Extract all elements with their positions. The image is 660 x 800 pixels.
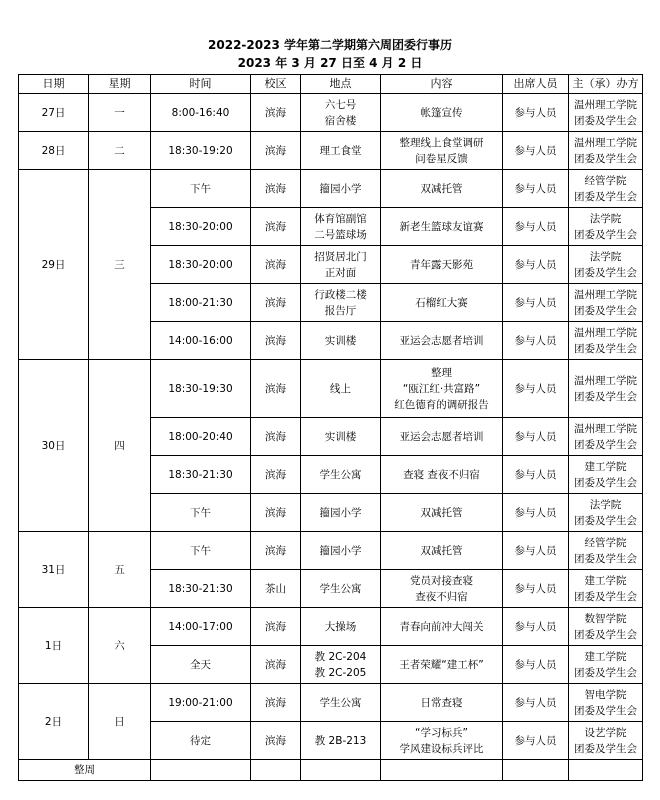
campus-cell: 滨海 [251, 170, 301, 208]
place-cell-line: 教 2C-205 [314, 666, 367, 679]
content-cell [381, 570, 503, 608]
place-cell-line: 六七号 [324, 98, 357, 111]
organizer-cell [569, 208, 643, 246]
content-cell [381, 532, 503, 570]
content-cell-line: 日常查寝 [420, 696, 463, 709]
organizer-cell [569, 284, 643, 322]
attendees-cell: 参与人员 [503, 360, 569, 418]
organizer-cell-line: 团委及学生会 [574, 342, 637, 355]
time-cell: 下午 [151, 532, 251, 570]
place-cell-line: 体育馆副馆 [314, 212, 367, 225]
table-row [19, 170, 643, 208]
date-cell: 27日 [19, 94, 89, 132]
time-cell: 18:00-21:30 [151, 284, 251, 322]
attendees-cell: 参与人员 [503, 456, 569, 494]
place-cell [301, 322, 381, 360]
organizer-cell-line: 团委及学生会 [574, 190, 637, 203]
place-cell-line: 二号篮球场 [314, 228, 367, 241]
content-cell-line: 整理 [431, 366, 452, 379]
document-title: 2022-2023 学年第二学期第六周团委行事历 [208, 38, 452, 52]
content-cell [381, 284, 503, 322]
footer-row [19, 760, 643, 781]
content-cell-line: 双减托管 [420, 506, 463, 519]
time-cell: 19:00-21:00 [151, 684, 251, 722]
organizer-cell-line: 建工学院 [584, 460, 627, 473]
footer-empty-cell [381, 760, 503, 781]
place-cell-line: 宿舍楼 [324, 114, 357, 127]
campus-cell: 滨海 [251, 208, 301, 246]
organizer-cell-line: 法学院 [589, 498, 622, 511]
organizer-cell-line: 团委及学生会 [574, 628, 637, 641]
date-cell: 2日 [19, 684, 89, 760]
content-cell-line: 学风建设标兵评比 [399, 742, 484, 755]
content-cell-line: 问卷星反馈 [415, 152, 468, 165]
col-time-header: 时间 [151, 75, 251, 94]
organizer-cell [569, 646, 643, 684]
attendees-cell: 参与人员 [503, 208, 569, 246]
organizer-cell-line: 设艺学院 [584, 726, 627, 739]
time-cell: 18:30-19:20 [151, 132, 251, 170]
place-cell-line: 学生公寓 [319, 696, 362, 709]
weekday-cell: 五 [89, 532, 151, 608]
col-date-header: 日期 [19, 75, 89, 94]
organizer-cell-line: 团委及学生会 [574, 666, 637, 679]
content-cell-line: “瓯江红·共富路” [402, 382, 481, 395]
campus-cell: 滨海 [251, 322, 301, 360]
document-subtitle: 2023 年 3 月 27 日至 4 月 2 日 [237, 56, 423, 70]
organizer-cell-line: 智电学院 [584, 688, 627, 701]
content-cell [381, 170, 503, 208]
content-cell-line: 青春向前冲大闯关 [399, 620, 484, 633]
table-row [19, 684, 643, 722]
content-cell-line: 青年露天影苑 [410, 258, 473, 271]
attendees-cell: 参与人员 [503, 570, 569, 608]
content-cell [381, 94, 503, 132]
time-cell: 下午 [151, 494, 251, 532]
organizer-cell-line: 法学院 [589, 212, 622, 225]
campus-cell: 滨海 [251, 246, 301, 284]
organizer-cell-line: 团委及学生会 [574, 266, 637, 279]
time-cell: 18:30-21:30 [151, 456, 251, 494]
weekday-cell: 三 [89, 170, 151, 360]
place-cell-line: 教 2B-213 [314, 734, 367, 747]
organizer-cell [569, 722, 643, 760]
place-cell [301, 94, 381, 132]
time-cell: 下午 [151, 170, 251, 208]
attendees-cell: 参与人员 [503, 246, 569, 284]
organizer-cell [569, 684, 643, 722]
organizer-cell-line: 团委及学生会 [574, 152, 637, 165]
table-row [19, 94, 643, 132]
organizer-cell-line: 团委及学生会 [574, 438, 637, 451]
place-cell-line: 教 2C-204 [314, 650, 367, 663]
table-header-row [19, 75, 643, 94]
campus-cell: 滨海 [251, 456, 301, 494]
table-row [19, 132, 643, 170]
place-cell-line: 大操场 [324, 620, 357, 633]
place-cell-line: 籀园小学 [319, 182, 362, 195]
content-cell [381, 456, 503, 494]
schedule-table [18, 74, 643, 781]
content-cell-line: 石榴红大赛 [415, 296, 468, 309]
organizer-cell-line: 团委及学生会 [574, 476, 637, 489]
weekday-cell: 日 [89, 684, 151, 760]
campus-cell: 滨海 [251, 532, 301, 570]
organizer-cell-line: 经管学院 [584, 174, 627, 187]
organizer-cell [569, 132, 643, 170]
attendees-cell: 参与人员 [503, 646, 569, 684]
content-cell [381, 360, 503, 418]
content-cell-line: 亚运会志愿者培训 [399, 430, 484, 443]
attendees-cell: 参与人员 [503, 284, 569, 322]
place-cell [301, 456, 381, 494]
campus-cell: 茶山 [251, 570, 301, 608]
content-cell [381, 684, 503, 722]
place-cell [301, 170, 381, 208]
attendees-cell: 参与人员 [503, 170, 569, 208]
place-cell-line: 学生公寓 [319, 582, 362, 595]
place-cell-line: 籀园小学 [319, 544, 362, 557]
place-cell-line: 实训楼 [324, 430, 357, 443]
content-cell [381, 246, 503, 284]
content-cell-line: 双减托管 [420, 182, 463, 195]
col-content-header: 内容 [381, 75, 503, 94]
place-cell-line: 正对面 [324, 266, 357, 279]
campus-cell: 滨海 [251, 418, 301, 456]
attendees-cell: 参与人员 [503, 532, 569, 570]
date-cell: 31日 [19, 532, 89, 608]
content-cell-line: “学习标兵” [415, 726, 468, 739]
content-cell-line: 党员对接查寝 [410, 574, 473, 587]
content-cell [381, 132, 503, 170]
col-campus-header: 校区 [251, 75, 301, 94]
organizer-cell-line: 温州理工学院 [574, 374, 637, 387]
organizer-cell-line: 团委及学生会 [574, 228, 637, 241]
footer-empty-cell [503, 760, 569, 781]
organizer-cell-line: 团委及学生会 [574, 552, 637, 565]
organizer-cell-line: 团委及学生会 [574, 390, 637, 403]
col-organizer-header: 主（承）办方 [569, 75, 643, 94]
organizer-cell-line: 温州理工学院 [574, 98, 637, 111]
place-cell [301, 570, 381, 608]
time-cell: 18:30-21:30 [151, 570, 251, 608]
time-cell: 8:00-16:40 [151, 94, 251, 132]
place-cell-line: 实训楼 [324, 334, 357, 347]
content-cell [381, 608, 503, 646]
content-cell-line: 双减托管 [420, 544, 463, 557]
organizer-cell [569, 94, 643, 132]
place-cell [301, 360, 381, 418]
campus-cell: 滨海 [251, 132, 301, 170]
place-cell-line: 报告厅 [324, 304, 357, 317]
campus-cell: 滨海 [251, 94, 301, 132]
place-cell-line: 籀园小学 [319, 506, 362, 519]
organizer-cell-line: 团委及学生会 [574, 590, 637, 603]
organizer-cell-line: 温州理工学院 [574, 136, 637, 149]
place-cell [301, 284, 381, 322]
organizer-cell [569, 532, 643, 570]
campus-cell: 滨海 [251, 684, 301, 722]
organizer-cell-line: 建工学院 [584, 574, 627, 587]
organizer-cell-line: 团委及学生会 [574, 704, 637, 717]
time-cell: 18:30-20:00 [151, 246, 251, 284]
campus-cell: 滨海 [251, 284, 301, 322]
content-cell-line: 王者荣耀“建工杯” [399, 658, 484, 671]
organizer-cell-line: 温州理工学院 [574, 326, 637, 339]
place-cell [301, 208, 381, 246]
place-cell [301, 722, 381, 760]
organizer-cell-line: 温州理工学院 [574, 422, 637, 435]
organizer-cell-line: 温州理工学院 [574, 288, 637, 301]
organizer-cell [569, 322, 643, 360]
place-cell-line: 行政楼二楼 [314, 288, 367, 301]
time-cell: 14:00-17:00 [151, 608, 251, 646]
place-cell [301, 532, 381, 570]
organizer-cell [569, 570, 643, 608]
organizer-cell-line: 经管学院 [584, 536, 627, 549]
place-cell-line: 线上 [330, 382, 351, 395]
attendees-cell: 参与人员 [503, 94, 569, 132]
campus-cell: 滨海 [251, 608, 301, 646]
attendees-cell: 参与人员 [503, 608, 569, 646]
weekday-cell: 一 [89, 94, 151, 132]
date-cell: 29日 [19, 170, 89, 360]
organizer-cell [569, 170, 643, 208]
organizer-cell-line: 团委及学生会 [574, 742, 637, 755]
footer-empty-cell [251, 760, 301, 781]
content-cell-line: 查夜不归宿 [415, 590, 468, 603]
organizer-cell [569, 246, 643, 284]
content-cell [381, 722, 503, 760]
place-cell [301, 246, 381, 284]
place-cell [301, 132, 381, 170]
time-cell: 待定 [151, 722, 251, 760]
campus-cell: 滨海 [251, 646, 301, 684]
organizer-cell [569, 360, 643, 418]
organizer-cell-line: 团委及学生会 [574, 514, 637, 527]
content-cell-line: 整理线上食堂调研 [399, 136, 484, 149]
time-cell: 18:30-20:00 [151, 208, 251, 246]
organizer-cell-line: 数智学院 [584, 612, 627, 625]
col-weekday-header: 星期 [89, 75, 151, 94]
time-cell: 18:00-20:40 [151, 418, 251, 456]
attendees-cell: 参与人员 [503, 322, 569, 360]
col-attendees-header: 出席人员 [503, 75, 569, 94]
footer-empty-cell [301, 760, 381, 781]
footer-empty-cell [151, 760, 251, 781]
time-cell: 全天 [151, 646, 251, 684]
organizer-cell [569, 608, 643, 646]
content-cell [381, 418, 503, 456]
organizer-cell [569, 494, 643, 532]
content-cell [381, 322, 503, 360]
date-cell: 1日 [19, 608, 89, 684]
content-cell-line: 帐篷宣传 [420, 106, 463, 119]
weekday-cell: 六 [89, 608, 151, 684]
campus-cell: 滨海 [251, 494, 301, 532]
weekday-cell: 二 [89, 132, 151, 170]
place-cell [301, 494, 381, 532]
whole-week-label: 整周 [19, 760, 151, 781]
place-cell [301, 418, 381, 456]
table-row [19, 608, 643, 646]
footer-empty-cell [569, 760, 643, 781]
place-cell [301, 608, 381, 646]
time-cell: 14:00-16:00 [151, 322, 251, 360]
attendees-cell: 参与人员 [503, 418, 569, 456]
table-row [19, 360, 643, 418]
campus-cell: 滨海 [251, 360, 301, 418]
organizer-cell-line: 法学院 [589, 250, 622, 263]
attendees-cell: 参与人员 [503, 494, 569, 532]
place-cell-line: 理工食堂 [319, 144, 362, 157]
col-place-header: 地点 [301, 75, 381, 94]
attendees-cell: 参与人员 [503, 132, 569, 170]
place-cell-line: 招贤居北门 [314, 250, 367, 263]
attendees-cell: 参与人员 [503, 722, 569, 760]
place-cell [301, 684, 381, 722]
organizer-cell-line: 团委及学生会 [574, 114, 637, 127]
place-cell [301, 646, 381, 684]
time-cell: 18:30-19:30 [151, 360, 251, 418]
weekday-cell: 四 [89, 360, 151, 532]
place-cell-line: 学生公寓 [319, 468, 362, 481]
organizer-cell [569, 418, 643, 456]
content-cell [381, 208, 503, 246]
content-cell-line: 红色德育的调研报告 [394, 398, 489, 411]
table-body [19, 94, 643, 781]
campus-cell: 滨海 [251, 722, 301, 760]
date-cell: 28日 [19, 132, 89, 170]
content-cell [381, 646, 503, 684]
date-cell: 30日 [19, 360, 89, 532]
organizer-cell-line: 团委及学生会 [574, 304, 637, 317]
table-row [19, 532, 643, 570]
content-cell [381, 494, 503, 532]
content-cell-line: 查寝 查夜不归宿 [403, 468, 480, 481]
organizer-cell-line: 建工学院 [584, 650, 627, 663]
organizer-cell [569, 456, 643, 494]
content-cell-line: 新老生篮球友谊赛 [399, 220, 484, 233]
attendees-cell: 参与人员 [503, 684, 569, 722]
content-cell-line: 亚运会志愿者培训 [399, 334, 484, 347]
